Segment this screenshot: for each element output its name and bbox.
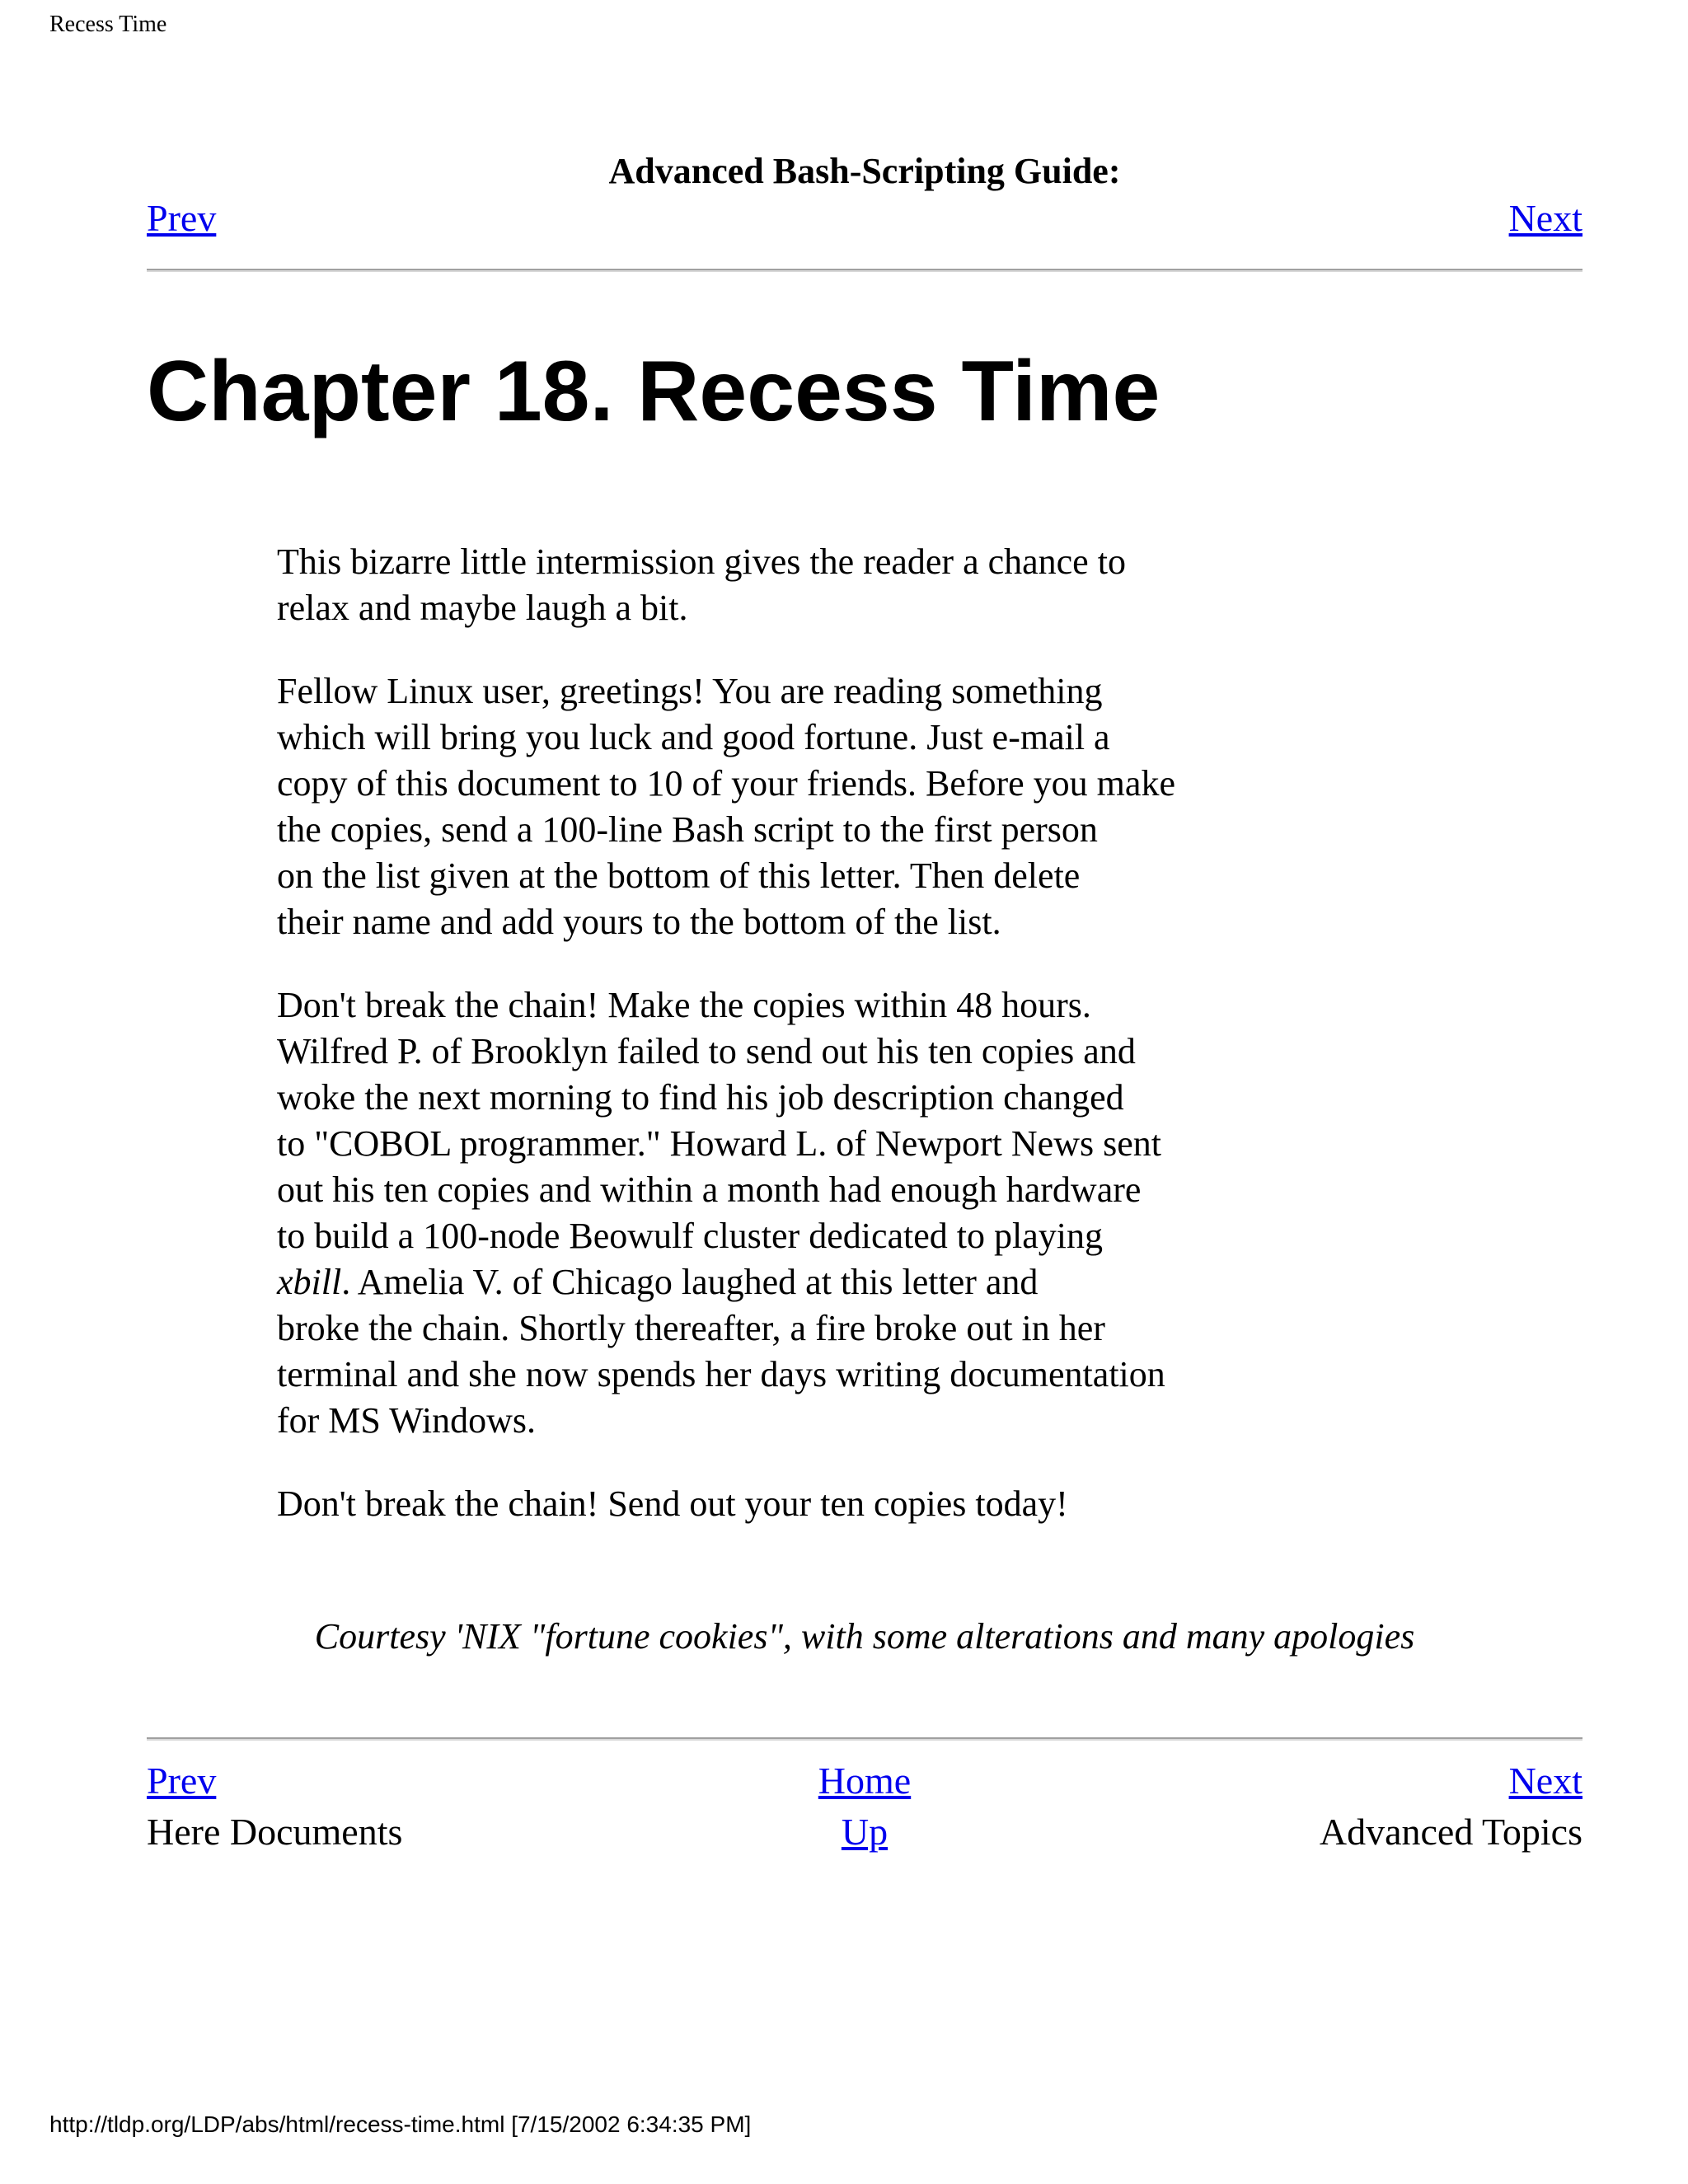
prev-section-title: Here Documents [147,1811,403,1853]
attribution: Courtesy 'NIX "fortune cookies", with some alterations and many apologies [314,1616,1415,1657]
page-content [147,0,1582,2184]
greeting-paragraph: Fellow Linux user, greetings! You are reading something which will bring you luck and good fortune. Just e-mail a copy of this document to 10 of your friends. Before you make the copies, send a 100-line Bash script to the first person on the list given at the bottom of this letter. Then delete their name and add yours to the bottom of the list. [277,671,1175,942]
prev-link-bottom[interactable]: Prev [147,1760,217,1802]
chain-letter-block [277,539,1307,1564]
up-link[interactable]: Up [841,1811,889,1853]
xbill-emphasis: xbill [277,1262,342,1302]
chain-warning-paragraph [277,982,1307,1444]
chain-warning-text-1: Don't break the chain! Make the copies within 48 hours. Wilfred P. of Brooklyn failed to send out his ten copies and woke the next morning to find his job description changed to "COBOL programmer." Howard L. of Newport News sent out his ten copies and within a month had enough hardware to build a 100-node Beowulf cluster dedicated to playing [277,985,1161,1256]
top-divider [147,269,1582,272]
footer-prev-column [147,1755,402,1858]
footer-next-column [1320,1755,1582,1858]
closing-paragraph: Don't break the chain! Send out your ten copies today! [277,1483,1068,1524]
next-section-title: Advanced Topics [1319,1811,1582,1853]
bottom-divider [147,1737,1582,1741]
prev-link-top[interactable]: Prev [147,197,217,239]
home-link[interactable]: Home [818,1760,912,1802]
print-footer-url: http://tldp.org/LDP/abs/html/recess-time.html [7/15/2002 6:34:35 PM] [49,2111,752,2137]
chapter-title: Chapter 18. Recess Time [147,344,1160,439]
chain-warning-text-2: . Amelia V. of Chicago laughed at this letter and broke the chain. Shortly thereafter, a fire broke out in her terminal and she now spends her days writing documentation for MS Windows. [277,1262,1165,1441]
next-link-bottom[interactable]: Next [1508,1760,1582,1802]
next-link-top[interactable]: Next [1508,197,1582,239]
intro-paragraph: This bizarre little intermission gives the reader a chance to relax and maybe laugh a bit. [277,541,1126,628]
print-header: Recess Time [49,12,167,37]
guide-title: Advanced Bash-Scripting Guide: [608,151,1121,191]
